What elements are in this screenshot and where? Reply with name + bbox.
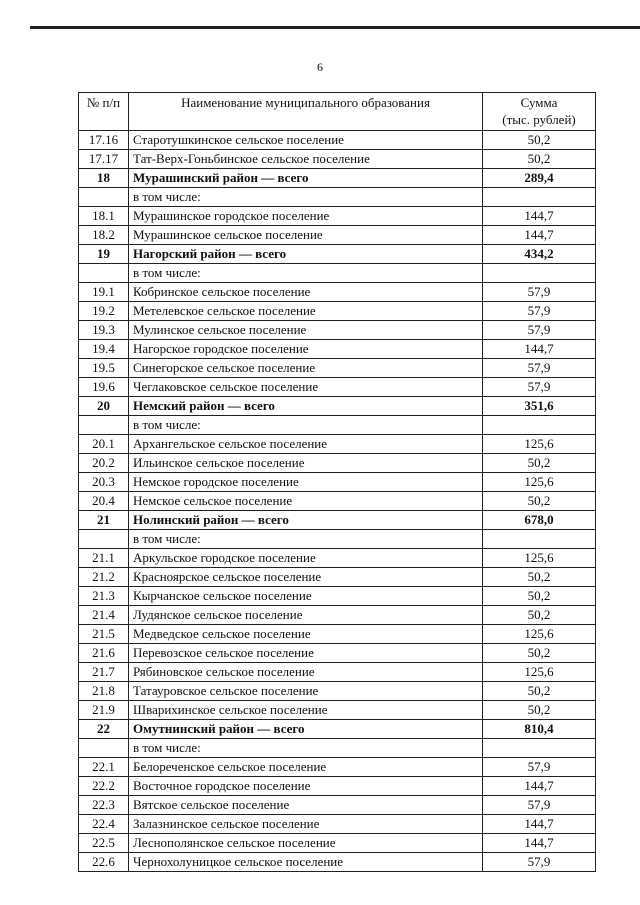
row-number: 22.4 (79, 815, 129, 834)
row-sum: 144,7 (483, 207, 596, 226)
row-sum: 50,2 (483, 492, 596, 511)
row-sum: 57,9 (483, 796, 596, 815)
row-number: 19.3 (79, 321, 129, 340)
row-number: 18.1 (79, 207, 129, 226)
table-row (79, 739, 596, 758)
table-row (79, 549, 596, 568)
row-number: 21.8 (79, 682, 129, 701)
table-row (79, 663, 596, 682)
table-row (79, 492, 596, 511)
row-sum: 50,2 (483, 701, 596, 720)
row-sum: 50,2 (483, 587, 596, 606)
row-sum: 50,2 (483, 131, 596, 150)
row-sum (483, 416, 596, 435)
row-number: 19.6 (79, 378, 129, 397)
row-sum: 678,0 (483, 511, 596, 530)
row-name: Нагорский район — всего (129, 245, 483, 264)
row-name: в том числе: (129, 264, 483, 283)
row-number: 21.3 (79, 587, 129, 606)
row-number: 19.2 (79, 302, 129, 321)
table-row (79, 207, 596, 226)
row-name: в том числе: (129, 416, 483, 435)
table-row (79, 321, 596, 340)
row-number: 21.2 (79, 568, 129, 587)
table-row (79, 226, 596, 245)
row-sum: 50,2 (483, 682, 596, 701)
table-row (79, 853, 596, 872)
row-number: 20.2 (79, 454, 129, 473)
row-sum: 144,7 (483, 226, 596, 245)
row-number: 19.1 (79, 283, 129, 302)
table-row (79, 834, 596, 853)
row-sum: 144,7 (483, 834, 596, 853)
row-number (79, 739, 129, 758)
row-number: 20 (79, 397, 129, 416)
table-row (79, 701, 596, 720)
row-number: 19.5 (79, 359, 129, 378)
row-name: Старотушкинское сельское поселение (129, 131, 483, 150)
row-name: Татауровское сельское поселение (129, 682, 483, 701)
row-sum: 810,4 (483, 720, 596, 739)
table-row (79, 815, 596, 834)
row-sum: 144,7 (483, 340, 596, 359)
row-name: Кырчанское сельское поселение (129, 587, 483, 606)
row-name: Нолинский район — всего (129, 511, 483, 530)
row-sum (483, 188, 596, 207)
row-sum: 144,7 (483, 777, 596, 796)
row-name: в том числе: (129, 188, 483, 207)
table-row (79, 131, 596, 150)
row-name: Вятское сельское поселение (129, 796, 483, 815)
table-row (79, 378, 596, 397)
row-name: Немское сельское поселение (129, 492, 483, 511)
table-row (79, 530, 596, 549)
row-number: 19.4 (79, 340, 129, 359)
row-sum: 125,6 (483, 435, 596, 454)
row-number: 21.9 (79, 701, 129, 720)
row-name: Мурашинское сельское поселение (129, 226, 483, 245)
row-name: Восточное городское поселение (129, 777, 483, 796)
row-name: Архангельское сельское поселение (129, 435, 483, 454)
row-sum (483, 264, 596, 283)
row-name: Леснополянское сельское поселение (129, 834, 483, 853)
table-row (79, 606, 596, 625)
allocation-table (78, 92, 596, 872)
row-name: Чеглаковское сельское поселение (129, 378, 483, 397)
table-body (79, 131, 596, 872)
row-sum: 57,9 (483, 378, 596, 397)
table-row (79, 587, 596, 606)
header-num: № п/п (79, 93, 129, 131)
table-row (79, 454, 596, 473)
row-number: 18 (79, 169, 129, 188)
table-row (79, 359, 596, 378)
table-row (79, 682, 596, 701)
row-name: Белореченское сельское поселение (129, 758, 483, 777)
row-sum: 50,2 (483, 454, 596, 473)
row-number: 22.3 (79, 796, 129, 815)
table-row (79, 473, 596, 492)
header-sum-line2: (тыс. рублей) (502, 112, 576, 127)
row-sum: 125,6 (483, 663, 596, 682)
row-number: 21.7 (79, 663, 129, 682)
row-sum: 50,2 (483, 644, 596, 663)
header-name: Наименование муниципального образования (129, 93, 483, 131)
table-row (79, 758, 596, 777)
row-number: 19 (79, 245, 129, 264)
row-sum: 125,6 (483, 473, 596, 492)
row-sum (483, 530, 596, 549)
table-row (79, 777, 596, 796)
row-number (79, 188, 129, 207)
row-number: 21.1 (79, 549, 129, 568)
table-row (79, 302, 596, 321)
row-sum: 57,9 (483, 321, 596, 340)
table-row (79, 397, 596, 416)
row-sum: 351,6 (483, 397, 596, 416)
table-row (79, 720, 596, 739)
row-name: Залазнинское сельское поселение (129, 815, 483, 834)
row-number: 22 (79, 720, 129, 739)
row-name: Шварихинское сельское поселение (129, 701, 483, 720)
table-row (79, 625, 596, 644)
row-name: Рябиновское сельское поселение (129, 663, 483, 682)
row-sum: 57,9 (483, 853, 596, 872)
table-row (79, 435, 596, 454)
row-sum: 125,6 (483, 549, 596, 568)
row-number (79, 530, 129, 549)
row-number: 22.5 (79, 834, 129, 853)
table-row (79, 188, 596, 207)
table-row (79, 644, 596, 663)
row-number: 18.2 (79, 226, 129, 245)
row-name: Метелевское сельское поселение (129, 302, 483, 321)
table-row (79, 169, 596, 188)
header-sum-line1: Сумма (520, 95, 558, 110)
row-name: в том числе: (129, 739, 483, 758)
row-number: 20.1 (79, 435, 129, 454)
table-row (79, 283, 596, 302)
table-row (79, 340, 596, 359)
row-number: 22.2 (79, 777, 129, 796)
row-number: 22.6 (79, 853, 129, 872)
row-number: 21 (79, 511, 129, 530)
row-number: 21.6 (79, 644, 129, 663)
row-sum: 57,9 (483, 758, 596, 777)
row-sum: 57,9 (483, 302, 596, 321)
row-sum: 289,4 (483, 169, 596, 188)
row-name: Немское городское поселение (129, 473, 483, 492)
row-sum: 57,9 (483, 359, 596, 378)
row-name: Кобринское сельское поселение (129, 283, 483, 302)
table-header-row (79, 93, 596, 131)
row-name: Мурашинское городское поселение (129, 207, 483, 226)
table-row (79, 568, 596, 587)
row-name: Красноярское сельское поселение (129, 568, 483, 587)
row-sum: 144,7 (483, 815, 596, 834)
row-name: Ильинское сельское поселение (129, 454, 483, 473)
row-number: 17.16 (79, 131, 129, 150)
table-row (79, 416, 596, 435)
top-rule (30, 26, 640, 29)
row-name: Нагорское городское поселение (129, 340, 483, 359)
row-sum (483, 739, 596, 758)
row-name: Медведское сельское поселение (129, 625, 483, 644)
row-sum: 50,2 (483, 150, 596, 169)
page-number: 6 (317, 60, 323, 74)
row-number (79, 416, 129, 435)
table-row (79, 264, 596, 283)
row-number (79, 264, 129, 283)
row-number: 17.17 (79, 150, 129, 169)
row-name: Омутнинский район — всего (129, 720, 483, 739)
row-name: Тат-Верх-Гоньбинское сельское поселение (129, 150, 483, 169)
row-sum: 50,2 (483, 568, 596, 587)
row-sum: 434,2 (483, 245, 596, 264)
table-row (79, 150, 596, 169)
row-name: Чернохолуницкое сельское поселение (129, 853, 483, 872)
row-number: 21.5 (79, 625, 129, 644)
row-name: Мулинское сельское поселение (129, 321, 483, 340)
header-sum (483, 93, 596, 131)
row-name: Аркульское городское поселение (129, 549, 483, 568)
row-number: 20.4 (79, 492, 129, 511)
row-number: 20.3 (79, 473, 129, 492)
row-name: Лудянское сельское поселение (129, 606, 483, 625)
table-row (79, 796, 596, 815)
row-sum: 125,6 (483, 625, 596, 644)
row-name: Перевозское сельское поселение (129, 644, 483, 663)
table-row (79, 245, 596, 264)
row-number: 21.4 (79, 606, 129, 625)
row-name: Мурашинский район — всего (129, 169, 483, 188)
row-name: в том числе: (129, 530, 483, 549)
row-sum: 57,9 (483, 283, 596, 302)
row-name: Синегорское сельское поселение (129, 359, 483, 378)
row-name: Немский район — всего (129, 397, 483, 416)
row-sum: 50,2 (483, 606, 596, 625)
row-number: 22.1 (79, 758, 129, 777)
table-row (79, 511, 596, 530)
